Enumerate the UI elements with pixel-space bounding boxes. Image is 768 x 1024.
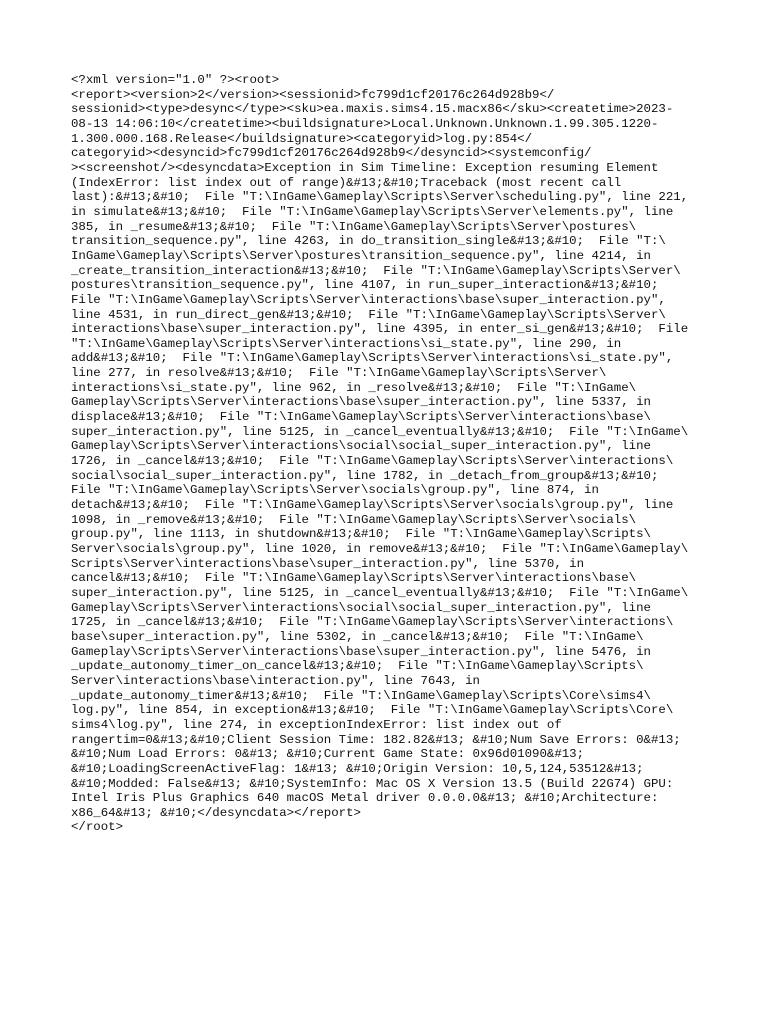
text-line: super_interaction.py", line 5125, in _cancel_eventually&#13;&#10; File "T:\InGame\: [71, 424, 689, 439]
text-line: 1726, in _cancel&#13;&#10; File "T:\InGame\Gameplay\Scripts\Server\interactions\: [71, 454, 674, 469]
text-line: log.py", line 854, in exception&#13;&#10; File "T:\InGame\Gameplay\Scripts\Core\: [71, 703, 674, 718]
text-line: transition_sequence.py", line 4263, in do_transition_single&#13;&#10; File "T:\: [71, 234, 666, 249]
text-line: _create_transition_interaction&#13;&#10; File "T:\InGame\Gameplay\Scripts\Server\: [71, 263, 681, 278]
text-line: displace&#13;&#10; File "T:\InGame\Gameplay\Scripts\Server\interactions\base\: [71, 410, 651, 425]
text-line: rangertim=0&#13;&#10;Client Session Time: 182.82&#13; &#10;Num Save Errors: 0&#13;: [71, 732, 681, 747]
text-line: last):&#13;&#10; File "T:\InGame\Gameplay\Scripts\Server\scheduling.py", line 221,: [71, 190, 689, 205]
text-line: Gameplay\Scripts\Server\interactions\social\social_super_interaction.py", line: [71, 439, 651, 454]
xml-report-text: [71, 73, 711, 835]
text-line: Server\interactions\base\interaction.py", line 7643, in: [71, 673, 480, 688]
text-line: sessionid><type>desync</type><sku>ea.maxis.sims4.15.macx86</sku><createtime>2023-: [71, 102, 674, 117]
text-line: </root>: [71, 820, 124, 835]
text-line: categoryid><desyncid>fc799d1cf20176c264d928b9</desyncid><systemconfig/: [71, 146, 592, 161]
text-line: base\super_interaction.py", line 5302, in _cancel&#13;&#10; File "T:\InGame\: [71, 629, 644, 644]
text-line: Gameplay\Scripts\Server\interactions\base\super_interaction.py", line 5337, in: [71, 395, 651, 410]
text-line: interactions\si_state.py", line 962, in _resolve&#13;&#10; File "T:\InGame\: [71, 380, 637, 395]
text-line: ><screenshot/><desyncdata>Exception in Sim Timeline: Exception resuming Element: [71, 160, 659, 175]
text-line: Server\socials\group.py", line 1020, in remove&#13;&#10; File "T:\InGame\Gameplay\: [71, 542, 689, 556]
text-line: (IndexError: list index out of range)&#13;&#10;Traceback (most recent call: [71, 175, 622, 190]
text-line: _update_autonomy_timer&#13;&#10; File "T:\InGame\Gameplay\Scripts\Core\sims4\: [71, 688, 651, 703]
text-line: 1725, in _cancel&#13;&#10; File "T:\InGame\Gameplay\Scripts\Server\interactions\: [71, 615, 674, 630]
text-line: super_interaction.py", line 5125, in _cancel_eventually&#13;&#10; File "T:\InGame\: [71, 585, 689, 600]
text-line: <report><version>2</version><sessionid>fc799d1cf20176c264d928b9</: [71, 87, 555, 102]
text-line: <?xml version="1.0" ?><root>: [71, 73, 280, 87]
text-line: x86_64&#13; &#10;</desyncdata></report>: [71, 805, 361, 820]
text-line: "T:\InGame\Gameplay\Scripts\Server\interactions\si_state.py", line 290, in: [71, 336, 622, 351]
text-line: &#10;LoadingScreenActiveFlag: 1&#13; &#10;Origin Version: 10,5,124,53512&#13;: [71, 761, 644, 776]
text-line: 1098, in _remove&#13;&#10; File "T:\InGame\Gameplay\Scripts\Server\socials\: [71, 512, 637, 527]
text-line: Scripts\Server\interactions\base\super_interaction.py", line 5370, in: [71, 556, 585, 571]
text-line: &#10;Num Load Errors: 0&#13; &#10;Current Game State: 0x96d01090&#13;: [71, 747, 585, 762]
text-line: File "T:\InGame\Gameplay\Scripts\Server\interactions\base\super_interaction.py",: [71, 292, 666, 307]
text-line: group.py", line 1113, in shutdown&#13;&#10; File "T:\InGame\Gameplay\Scripts\: [71, 527, 651, 542]
text-line: 1.300.000.168.Release</buildsignature><categoryid>log.py:854</: [71, 131, 533, 146]
text-line: 08-13 14:06:10</createtime><buildsignature>Local.Unknown.Unknown.1.99.305.1220-: [71, 116, 659, 131]
text-line: 385, in _resume&#13;&#10; File "T:\InGame\Gameplay\Scripts\Server\postures\: [71, 219, 637, 234]
text-line: Gameplay\Scripts\Server\interactions\base\super_interaction.py", line 5476, in: [71, 644, 651, 659]
text-line: sims4\log.py", line 274, in exceptionIndexError: list index out of: [71, 717, 562, 732]
text-line: in simulate&#13;&#10; File "T:\InGame\Gameplay\Scripts\Server\elements.py", line: [71, 204, 674, 219]
text-line: detach&#13;&#10; File "T:\InGame\Gameplay\Scripts\Server\socials\group.py", line: [71, 498, 674, 513]
text-line: _update_autonomy_timer_on_cancel&#13;&#10; File "T:\InGame\Gameplay\Scripts\: [71, 659, 644, 674]
text-line: &#10;Modded: False&#13; &#10;SystemInfo: Mac OS X Version 13.5 (Build 22G74) GPU:: [71, 776, 674, 791]
text-line: cancel&#13;&#10; File "T:\InGame\Gameplay\Scripts\Server\interactions\base\: [71, 571, 637, 586]
text-line: interactions\base\super_interaction.py", line 4395, in enter_si_gen&#13;&#10; File: [71, 322, 689, 337]
text-line: Gameplay\Scripts\Server\interactions\social\social_super_interaction.py", line: [71, 600, 651, 615]
text-line: postures\transition_sequence.py", line 4107, in run_super_interaction&#13;&#10;: [71, 278, 659, 293]
text-line: line 4531, in run_direct_gen&#13;&#10; File "T:\InGame\Gameplay\Scripts\Server\: [71, 307, 666, 322]
text-line: File "T:\InGame\Gameplay\Scripts\Server\socials\group.py", line 874, in: [71, 483, 599, 498]
text-line: Intel Iris Plus Graphics 640 macOS Metal driver 0.0.0.0&#13; &#10;Architecture:: [71, 791, 659, 806]
text-line: social\social_super_interaction.py", line 1782, in _detach_from_group&#13;&#10;: [71, 468, 659, 483]
text-line: line 277, in resolve&#13;&#10; File "T:\InGame\Gameplay\Scripts\Server\: [71, 366, 607, 381]
text-line: add&#13;&#10; File "T:\InGame\Gameplay\Scripts\Server\interactions\si_state.py",: [71, 351, 674, 366]
text-line: InGame\Gameplay\Scripts\Server\postures\transition_sequence.py", line 4214, in: [71, 248, 651, 263]
